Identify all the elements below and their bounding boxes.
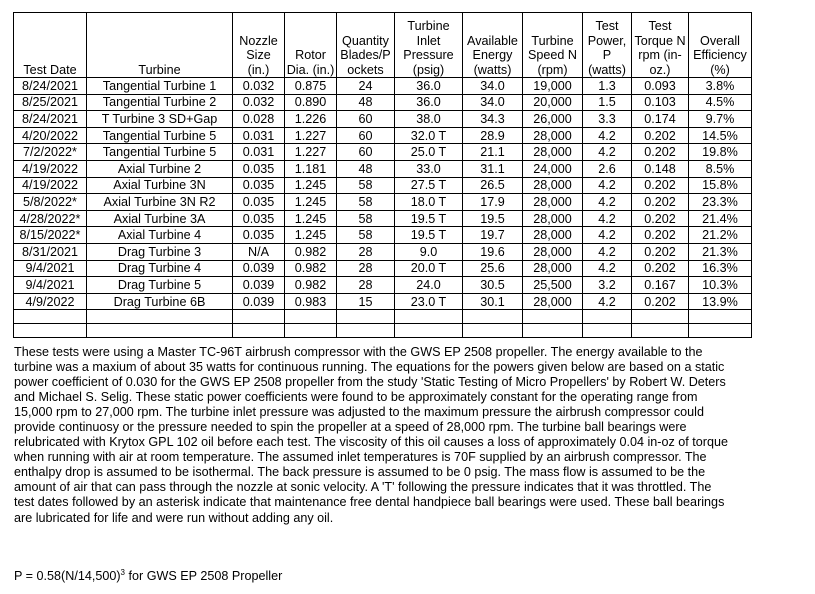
cell-available-energy: 34.3 bbox=[463, 111, 523, 128]
table-row bbox=[14, 277, 752, 294]
header-inlet-pressure: Turbine Inlet Pressure (psig) bbox=[395, 13, 463, 78]
header-test-date: Test Date bbox=[14, 13, 87, 78]
cell-overall-efficiency: 23.3% bbox=[689, 194, 752, 211]
cell-blades: 48 bbox=[337, 94, 395, 111]
cell-test-date: 4/19/2022 bbox=[14, 177, 87, 194]
cell-turbine: Tangential Turbine 1 bbox=[87, 78, 233, 95]
formula-suffix: for GWS EP 2508 Propeller bbox=[125, 569, 283, 583]
cell-test-torque: 0.202 bbox=[632, 260, 689, 277]
empty-cell bbox=[395, 324, 463, 338]
cell-test-power: 4.2 bbox=[583, 177, 632, 194]
cell-turbine: Drag Turbine 6B bbox=[87, 293, 233, 310]
cell-turbine-speed: 28,000 bbox=[523, 177, 583, 194]
cell-nozzle-size: 0.032 bbox=[233, 78, 285, 95]
cell-turbine: Tangential Turbine 5 bbox=[87, 144, 233, 161]
cell-test-torque: 0.202 bbox=[632, 144, 689, 161]
cell-overall-efficiency: 21.4% bbox=[689, 210, 752, 227]
cell-nozzle-size: 0.035 bbox=[233, 177, 285, 194]
cell-inlet-pressure: 36.0 bbox=[395, 94, 463, 111]
cell-turbine: Axial Turbine 2 bbox=[87, 160, 233, 177]
cell-test-torque: 0.202 bbox=[632, 227, 689, 244]
cell-test-date: 4/20/2022 bbox=[14, 127, 87, 144]
cell-blades: 58 bbox=[337, 177, 395, 194]
cell-available-energy: 19.5 bbox=[463, 210, 523, 227]
cell-test-date: 7/2/2022* bbox=[14, 144, 87, 161]
cell-turbine-speed: 28,000 bbox=[523, 243, 583, 260]
empty-cell bbox=[87, 324, 233, 338]
cell-test-power: 3.3 bbox=[583, 111, 632, 128]
cell-test-power: 4.2 bbox=[583, 243, 632, 260]
cell-blades: 24 bbox=[337, 78, 395, 95]
cell-test-torque: 0.148 bbox=[632, 160, 689, 177]
cell-blades: 28 bbox=[337, 260, 395, 277]
cell-inlet-pressure: 32.0 T bbox=[395, 127, 463, 144]
cell-blades: 58 bbox=[337, 210, 395, 227]
cell-overall-efficiency: 9.7% bbox=[689, 111, 752, 128]
cell-overall-efficiency: 21.2% bbox=[689, 227, 752, 244]
cell-turbine-speed: 28,000 bbox=[523, 127, 583, 144]
formula-lhs: P = 0.58(N/14,500) bbox=[14, 569, 121, 583]
cell-blades: 60 bbox=[337, 144, 395, 161]
cell-test-date: 9/4/2021 bbox=[14, 260, 87, 277]
table-row bbox=[14, 227, 752, 244]
table-row bbox=[14, 194, 752, 211]
cell-inlet-pressure: 25.0 T bbox=[395, 144, 463, 161]
cell-overall-efficiency: 14.5% bbox=[689, 127, 752, 144]
cell-test-torque: 0.202 bbox=[632, 177, 689, 194]
cell-test-date: 4/28/2022* bbox=[14, 210, 87, 227]
table-row bbox=[14, 210, 752, 227]
cell-turbine-speed: 19,000 bbox=[523, 78, 583, 95]
cell-test-power: 4.2 bbox=[583, 144, 632, 161]
cell-test-date: 8/31/2021 bbox=[14, 243, 87, 260]
cell-turbine: T Turbine 3 SD+Gap bbox=[87, 111, 233, 128]
cell-turbine: Drag Turbine 3 bbox=[87, 243, 233, 260]
empty-cell bbox=[523, 324, 583, 338]
cell-test-power: 4.2 bbox=[583, 127, 632, 144]
test-notes-paragraph: These tests were using a Master TC-96T airbrush compressor with the GWS EP 2508 propeller. The energy available to the turbine was a maxium of about 35 watts for continuous running. The equations for the powers given below are based on a static power coefficient of 0.030 for the GWS EP 2508 propeller from the study 'Static Testing of Micro Propellers' by Robert W. Deters and Michael S. Selig. These static power coefficients were found to be approximately constant for the operating range from 15,000 rpm to 27,000 rpm. The turbine inlet pressure was adjusted to the maximum pressure the airbrush compressor could provide continuosy or the pressure needed to spin the propeller at a speed of 28,000 rpm. The turbine ball bearings were relubricated with Krytox GPL 102 oil before each test. The viscosity of this oil causes a loss of approximately 0.04 in-oz of torque when running with air at room temperature. The assumed inlet temperatures is 70F supplied by an airbrush compressor. The enthalpy drop is assumed to be isothermal. The back pressure is assumed to be 0 psig. The mass flow is assumed to be the amount of air that can pass through the nozzle at sonic velocity. A 'T' following the pressure indicates that it was throttled. The test dates followed by an asterisk indicate that maintenance free dental handpiece ball bearings were used. These ball bearings are lubricated for life and were run without adding any oil. bbox=[14, 345, 729, 525]
table-row bbox=[14, 260, 752, 277]
cell-overall-efficiency: 4.5% bbox=[689, 94, 752, 111]
cell-test-date: 4/19/2022 bbox=[14, 160, 87, 177]
table-row bbox=[14, 293, 752, 310]
cell-overall-efficiency: 15.8% bbox=[689, 177, 752, 194]
turbine-test-table bbox=[13, 12, 752, 338]
cell-nozzle-size: 0.039 bbox=[233, 260, 285, 277]
cell-overall-efficiency: 19.8% bbox=[689, 144, 752, 161]
empty-cell bbox=[87, 310, 233, 324]
cell-available-energy: 30.1 bbox=[463, 293, 523, 310]
empty-cell bbox=[14, 310, 87, 324]
cell-test-date: 5/8/2022* bbox=[14, 194, 87, 211]
cell-turbine-speed: 28,000 bbox=[523, 260, 583, 277]
cell-nozzle-size: 0.035 bbox=[233, 227, 285, 244]
cell-inlet-pressure: 18.0 T bbox=[395, 194, 463, 211]
cell-nozzle-size: 0.031 bbox=[233, 127, 285, 144]
cell-turbine: Axial Turbine 3A bbox=[87, 210, 233, 227]
cell-available-energy: 34.0 bbox=[463, 78, 523, 95]
cell-inlet-pressure: 38.0 bbox=[395, 111, 463, 128]
cell-rotor-dia: 1.245 bbox=[285, 210, 337, 227]
cell-overall-efficiency: 21.3% bbox=[689, 243, 752, 260]
cell-nozzle-size: 0.032 bbox=[233, 94, 285, 111]
cell-overall-efficiency: 3.8% bbox=[689, 78, 752, 95]
empty-cell bbox=[583, 310, 632, 324]
cell-test-power: 4.2 bbox=[583, 210, 632, 227]
cell-turbine: Tangential Turbine 5 bbox=[87, 127, 233, 144]
cell-available-energy: 34.0 bbox=[463, 94, 523, 111]
cell-turbine-speed: 28,000 bbox=[523, 194, 583, 211]
cell-overall-efficiency: 13.9% bbox=[689, 293, 752, 310]
cell-inlet-pressure: 23.0 T bbox=[395, 293, 463, 310]
header-rotor-dia: Rotor Dia. (in.) bbox=[285, 13, 337, 78]
cell-test-torque: 0.167 bbox=[632, 277, 689, 294]
cell-turbine-speed: 28,000 bbox=[523, 210, 583, 227]
header-row bbox=[14, 13, 752, 78]
header-nozzle-size: Nozzle Size (in.) bbox=[233, 13, 285, 78]
cell-blades: 28 bbox=[337, 277, 395, 294]
cell-blades: 60 bbox=[337, 111, 395, 128]
cell-inlet-pressure: 19.5 T bbox=[395, 227, 463, 244]
table-row bbox=[14, 78, 752, 95]
cell-nozzle-size: 0.035 bbox=[233, 160, 285, 177]
cell-inlet-pressure: 33.0 bbox=[395, 160, 463, 177]
cell-turbine-speed: 28,000 bbox=[523, 144, 583, 161]
cell-overall-efficiency: 10.3% bbox=[689, 277, 752, 294]
cell-turbine: Axial Turbine 4 bbox=[87, 227, 233, 244]
cell-test-date: 8/15/2022* bbox=[14, 227, 87, 244]
header-turbine: Turbine bbox=[87, 13, 233, 78]
cell-blades: 48 bbox=[337, 160, 395, 177]
cell-turbine: Axial Turbine 3N R2 bbox=[87, 194, 233, 211]
table-row bbox=[14, 144, 752, 161]
table-row bbox=[14, 160, 752, 177]
cell-test-torque: 0.202 bbox=[632, 243, 689, 260]
table-row bbox=[14, 94, 752, 111]
empty-table-row bbox=[14, 324, 752, 338]
cell-blades: 28 bbox=[337, 243, 395, 260]
cell-test-power: 2.6 bbox=[583, 160, 632, 177]
cell-overall-efficiency: 8.5% bbox=[689, 160, 752, 177]
cell-test-torque: 0.202 bbox=[632, 210, 689, 227]
cell-test-date: 8/24/2021 bbox=[14, 111, 87, 128]
cell-turbine: Drag Turbine 5 bbox=[87, 277, 233, 294]
cell-rotor-dia: 0.982 bbox=[285, 243, 337, 260]
cell-turbine-speed: 20,000 bbox=[523, 94, 583, 111]
cell-rotor-dia: 1.245 bbox=[285, 227, 337, 244]
cell-rotor-dia: 1.181 bbox=[285, 160, 337, 177]
cell-test-power: 3.2 bbox=[583, 277, 632, 294]
cell-test-power: 1.5 bbox=[583, 94, 632, 111]
header-test-power: Test Power, P (watts) bbox=[583, 13, 632, 78]
cell-rotor-dia: 1.227 bbox=[285, 127, 337, 144]
cell-inlet-pressure: 24.0 bbox=[395, 277, 463, 294]
cell-test-power: 4.2 bbox=[583, 227, 632, 244]
empty-cell bbox=[583, 324, 632, 338]
cell-available-energy: 31.1 bbox=[463, 160, 523, 177]
cell-available-energy: 26.5 bbox=[463, 177, 523, 194]
cell-test-power: 1.3 bbox=[583, 78, 632, 95]
cell-rotor-dia: 0.983 bbox=[285, 293, 337, 310]
cell-rotor-dia: 0.875 bbox=[285, 78, 337, 95]
empty-cell bbox=[233, 310, 285, 324]
cell-inlet-pressure: 19.5 T bbox=[395, 210, 463, 227]
cell-turbine-speed: 24,000 bbox=[523, 160, 583, 177]
empty-cell bbox=[14, 324, 87, 338]
empty-cell bbox=[395, 310, 463, 324]
empty-cell bbox=[285, 324, 337, 338]
header-test-torque: Test Torque N rpm (in-oz.) bbox=[632, 13, 689, 78]
cell-blades: 15 bbox=[337, 293, 395, 310]
cell-nozzle-size: 0.039 bbox=[233, 277, 285, 294]
header-turbine-speed: Turbine Speed N (rpm) bbox=[523, 13, 583, 78]
cell-inlet-pressure: 27.5 T bbox=[395, 177, 463, 194]
empty-cell bbox=[689, 324, 752, 338]
cell-turbine-speed: 28,000 bbox=[523, 293, 583, 310]
empty-cell bbox=[463, 324, 523, 338]
cell-nozzle-size: N/A bbox=[233, 243, 285, 260]
cell-test-date: 4/9/2022 bbox=[14, 293, 87, 310]
cell-test-torque: 0.202 bbox=[632, 127, 689, 144]
cell-available-energy: 17.9 bbox=[463, 194, 523, 211]
cell-test-date: 8/24/2021 bbox=[14, 78, 87, 95]
header-overall-efficiency: Overall Efficiency (%) bbox=[689, 13, 752, 78]
cell-available-energy: 30.5 bbox=[463, 277, 523, 294]
cell-test-torque: 0.202 bbox=[632, 194, 689, 211]
empty-table-row bbox=[14, 310, 752, 324]
cell-test-date: 8/25/2021 bbox=[14, 94, 87, 111]
empty-cell bbox=[632, 324, 689, 338]
header-quantity-blades: Quantity Blades/Pockets bbox=[337, 13, 395, 78]
cell-turbine: Drag Turbine 4 bbox=[87, 260, 233, 277]
cell-rotor-dia: 0.982 bbox=[285, 260, 337, 277]
power-formula bbox=[14, 568, 282, 583]
cell-inlet-pressure: 36.0 bbox=[395, 78, 463, 95]
cell-test-torque: 0.202 bbox=[632, 293, 689, 310]
cell-test-power: 4.2 bbox=[583, 293, 632, 310]
cell-blades: 58 bbox=[337, 227, 395, 244]
cell-available-energy: 19.7 bbox=[463, 227, 523, 244]
header-available-energy: Available Energy (watts) bbox=[463, 13, 523, 78]
cell-blades: 58 bbox=[337, 194, 395, 211]
empty-cell bbox=[632, 310, 689, 324]
cell-test-power: 4.2 bbox=[583, 194, 632, 211]
empty-cell bbox=[689, 310, 752, 324]
cell-available-energy: 25.6 bbox=[463, 260, 523, 277]
empty-cell bbox=[233, 324, 285, 338]
cell-blades: 60 bbox=[337, 127, 395, 144]
cell-available-energy: 28.9 bbox=[463, 127, 523, 144]
cell-nozzle-size: 0.028 bbox=[233, 111, 285, 128]
cell-overall-efficiency: 16.3% bbox=[689, 260, 752, 277]
formula-exponent: 3 bbox=[120, 568, 125, 577]
cell-turbine: Axial Turbine 3N bbox=[87, 177, 233, 194]
empty-cell bbox=[463, 310, 523, 324]
cell-rotor-dia: 1.245 bbox=[285, 177, 337, 194]
empty-cell bbox=[337, 324, 395, 338]
cell-nozzle-size: 0.035 bbox=[233, 194, 285, 211]
cell-rotor-dia: 0.890 bbox=[285, 94, 337, 111]
cell-inlet-pressure: 9.0 bbox=[395, 243, 463, 260]
cell-test-torque: 0.103 bbox=[632, 94, 689, 111]
cell-inlet-pressure: 20.0 T bbox=[395, 260, 463, 277]
empty-cell bbox=[337, 310, 395, 324]
cell-turbine-speed: 25,500 bbox=[523, 277, 583, 294]
table-row bbox=[14, 243, 752, 260]
table-row bbox=[14, 177, 752, 194]
cell-rotor-dia: 1.227 bbox=[285, 144, 337, 161]
cell-rotor-dia: 1.245 bbox=[285, 194, 337, 211]
cell-turbine-speed: 28,000 bbox=[523, 227, 583, 244]
cell-nozzle-size: 0.035 bbox=[233, 210, 285, 227]
empty-cell bbox=[285, 310, 337, 324]
cell-nozzle-size: 0.039 bbox=[233, 293, 285, 310]
cell-test-torque: 0.093 bbox=[632, 78, 689, 95]
cell-available-energy: 19.6 bbox=[463, 243, 523, 260]
cell-test-date: 9/4/2021 bbox=[14, 277, 87, 294]
cell-nozzle-size: 0.031 bbox=[233, 144, 285, 161]
table-row bbox=[14, 127, 752, 144]
cell-turbine: Tangential Turbine 2 bbox=[87, 94, 233, 111]
cell-test-power: 4.2 bbox=[583, 260, 632, 277]
cell-turbine-speed: 26,000 bbox=[523, 111, 583, 128]
cell-available-energy: 21.1 bbox=[463, 144, 523, 161]
cell-rotor-dia: 0.982 bbox=[285, 277, 337, 294]
empty-cell bbox=[523, 310, 583, 324]
cell-rotor-dia: 1.226 bbox=[285, 111, 337, 128]
table-row bbox=[14, 111, 752, 128]
cell-test-torque: 0.174 bbox=[632, 111, 689, 128]
